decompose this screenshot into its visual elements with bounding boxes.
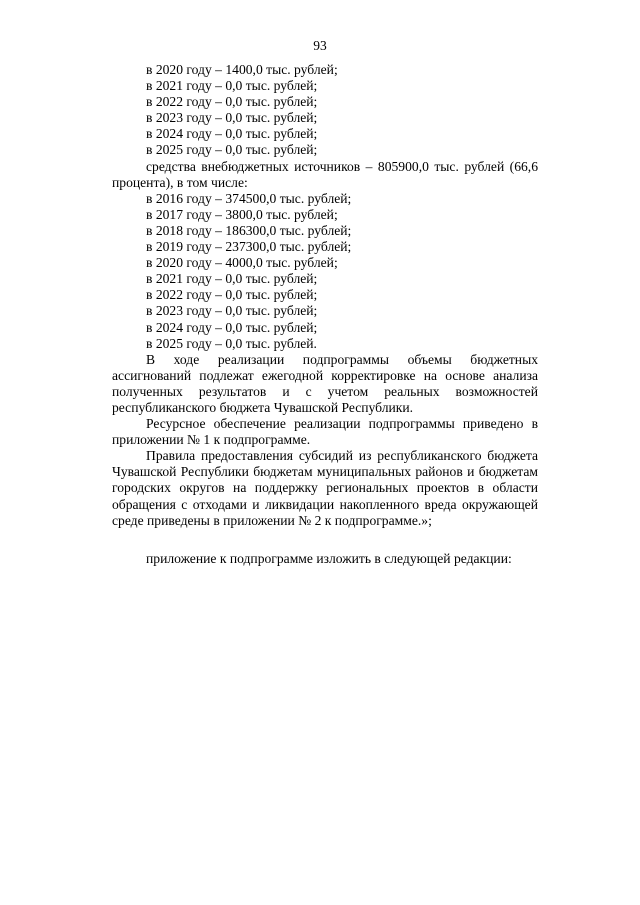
paragraph-gap — [112, 529, 538, 551]
page-number: 93 — [313, 38, 327, 53]
subsidy-rules-paragraph: Правила предоставления субсидий из республиканского бюджета Чувашской Республики бюджетам муниципальных районов и бюджетам городских округов на поддержку региональных проектов в области обращения с отходами и ликвидации накопленного вреда окружающей среде приведены в приложении № 2 к подпрограмме.»; — [112, 448, 538, 528]
funding-line: в 2017 году – 3800,0 тыс. рублей; — [146, 206, 338, 222]
funding-line: в 2022 году – 0,0 тыс. рублей; — [146, 94, 318, 110]
funding-line: в 2019 году – 237300,0 тыс. рублей; — [146, 239, 352, 255]
funding-line: в 2016 году – 374500,0 тыс. рублей; — [146, 190, 352, 206]
funding-line: в 2022 году – 0,0 тыс. рублей; — [146, 287, 318, 303]
funding-line: в 2023 году – 0,0 тыс. рублей; — [146, 303, 318, 319]
document-body — [112, 62, 538, 567]
funding-line: в 2023 году – 0,0 тыс. рублей; — [146, 110, 318, 126]
extrabudget-paragraph: средства внебюджетных источников – 805900,0 тыс. рублей (66,6 процента), в том числе: — [112, 158, 538, 190]
appendix-paragraph: приложение к подпрограмме изложить в следующей редакции: — [146, 550, 512, 566]
funding-line: в 2021 году – 0,0 тыс. рублей; — [146, 271, 318, 287]
funding-line: в 2025 году – 0,0 тыс. рублей. — [146, 335, 317, 351]
funding-line: в 2024 году – 0,0 тыс. рублей; — [146, 126, 318, 142]
funding-line: в 2024 году – 0,0 тыс. рублей; — [146, 319, 318, 335]
funding-line: в 2020 году – 4000,0 тыс. рублей; — [146, 255, 338, 271]
funding-line: в 2020 году – 1400,0 тыс. рублей; — [146, 62, 338, 77]
funding-line: в 2021 году – 0,0 тыс. рублей; — [146, 78, 318, 94]
resources-paragraph: Ресурсное обеспечение реализации подпрограммы приведено в приложении № 1 к подпрограмме. — [112, 416, 538, 448]
funding-line: в 2018 году – 186300,0 тыс. рублей; — [146, 222, 352, 238]
funding-line: в 2025 году – 0,0 тыс. рублей; — [146, 142, 318, 158]
correction-paragraph: В ходе реализации подпрограммы объемы бюджетных ассигнований подлежат ежегодной корректировке на основе анализа полученных результатов и с учетом реальных возможностей республиканского бюджета Чувашской Республики. — [112, 351, 538, 415]
